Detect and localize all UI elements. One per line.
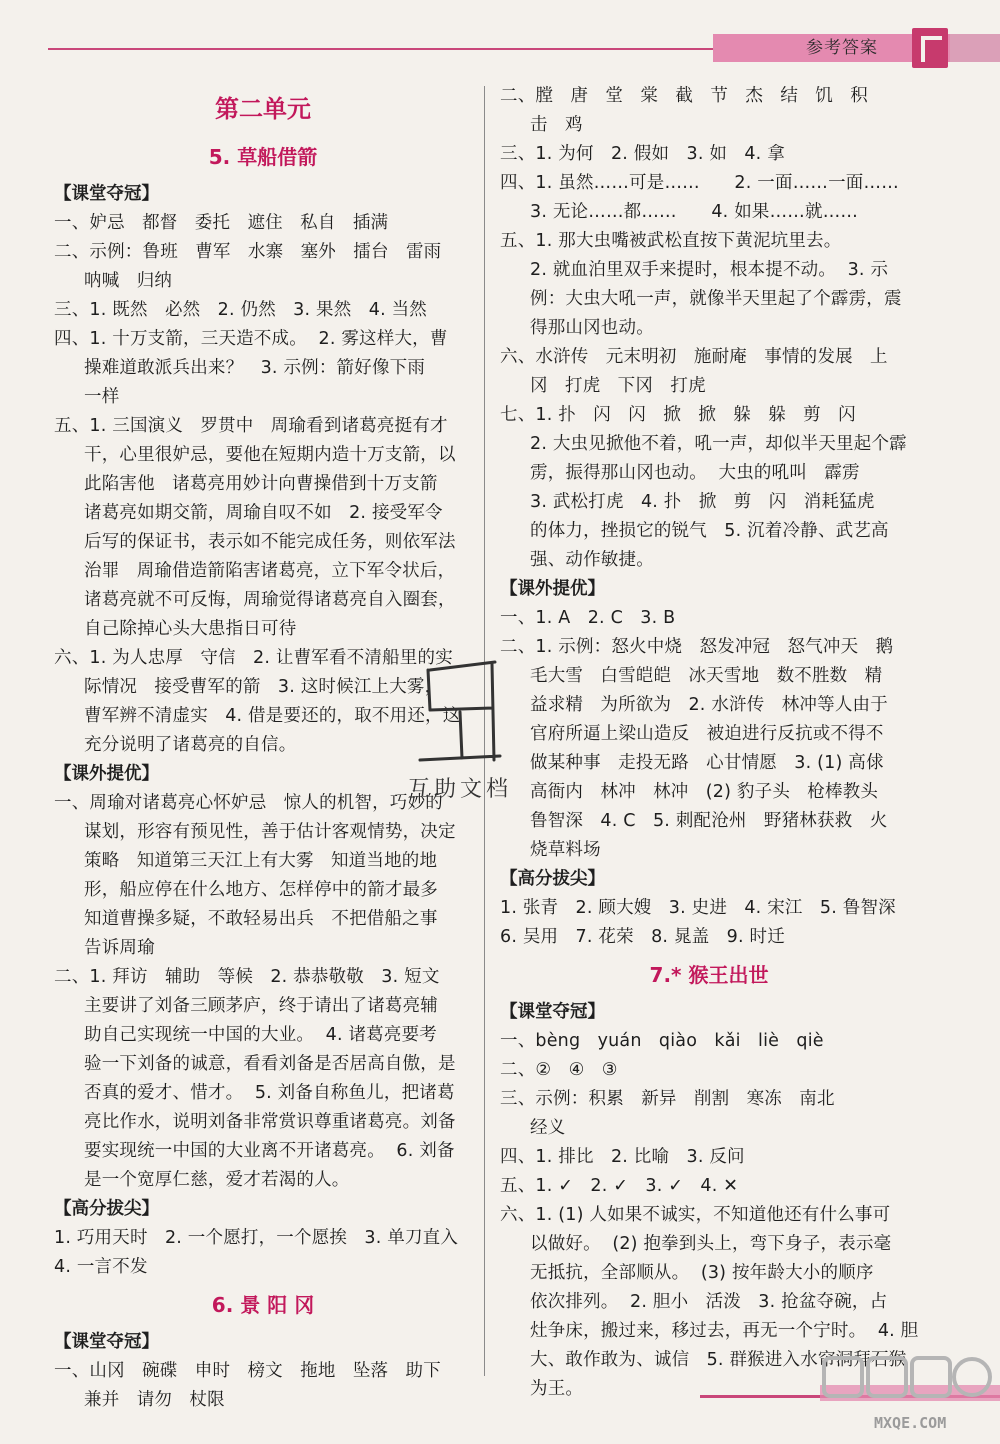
answer-line: 五、1. 三国演义 罗贯中 周瑜看到诸葛亮挺有才 <box>54 416 448 436</box>
section-heading: 【课外提优】 <box>500 579 605 599</box>
answer-line: 干，心里很妒忌，要他在短期内造十万支箭，以 <box>84 445 456 465</box>
answer-line: 为王。 <box>530 1379 584 1399</box>
answer-line: 一、周瑜对诸葛亮心怀妒忌 惊人的机智，巧妙的 <box>54 793 443 813</box>
section-heading: 【课外提优】 <box>54 764 159 784</box>
answer-line: 三、1. 为何 2. 假如 3. 如 4. 拿 <box>500 144 785 164</box>
section-heading: 【高分拔尖】 <box>500 869 605 889</box>
answer-line: 否真的爱才、惜才。 5. 刘备自称鱼儿，把诸葛 <box>84 1083 455 1103</box>
answer-line: 灶争床，搬过来，移过去，再无一个宁时。 4. 胆 <box>530 1321 919 1341</box>
answer-line: 例：大虫大吼一声，就像半天里起了个霹雳，震 <box>530 289 902 309</box>
answer-line: 一样 <box>84 387 120 407</box>
right-column <box>500 82 918 1404</box>
answer-line: 一、bèng yuán qiào kǎi liè qiè <box>500 1031 824 1051</box>
answer-line: 二、膛 唐 堂 棠 截 节 杰 结 饥 积 <box>500 86 868 106</box>
answer-line: 形，船应停在什么地方、怎样停中的箭才最多 <box>84 880 438 900</box>
answer-line: 治罪 周瑜借造箭陷害诸葛亮，立下军令状后， <box>84 561 456 581</box>
answer-line: 雳，振得那山冈也动。 大虫的吼叫 霹雳 <box>530 463 860 483</box>
answer-line: 六、1. (1) 人如果不诚实，不知道他还有什么事可 <box>500 1205 891 1225</box>
answer-line: 验一下刘备的诚意，看看刘备是否居高自傲，是 <box>84 1054 456 1074</box>
section-heading: 【课堂夺冠】 <box>54 184 159 204</box>
unit-title: 第二单元 <box>215 95 311 123</box>
header-rule <box>48 48 713 50</box>
answer-line: 三、1. 既然 必然 2. 仍然 3. 果然 4. 当然 <box>54 300 427 320</box>
answer-line: 充分说明了诸葛亮的自信。 <box>84 735 297 755</box>
answer-line: 后写的保证书，表示如不能完成任务，则依军法 <box>84 532 456 552</box>
answer-line: 3. 武松打虎 4. 扑 掀 剪 闪 消耗猛虎 <box>530 492 875 512</box>
answer-line: 4. 一言不发 <box>54 1257 148 1277</box>
answer-line: 四、1. 排比 2. 比喻 3. 反问 <box>500 1147 745 1167</box>
stamp-text: 互助文档 <box>408 777 513 802</box>
answer-line: 亮比作水，说明刘备非常赏识尊重诸葛亮。刘备 <box>84 1112 456 1132</box>
lesson-title: 5. 草船借箭 <box>208 145 318 169</box>
answer-line: 做某种事 走投无路 心甘情愿 3. (1) 高俅 <box>530 753 884 773</box>
answer-line: 以做好。 (2) 抱拳到头上，弯下身子，表示毫 <box>530 1234 892 1254</box>
answer-line: 际情况 接受曹军的箭 3. 这时候江上大雾， <box>84 677 443 697</box>
answer-line: 操难道敢派兵出来？ 3. 示例：箭好像下雨 <box>84 358 426 378</box>
answer-line: 要实现统一中国的大业离不开诸葛亮。 6. 刘备 <box>84 1141 455 1161</box>
answer-line: 1. 张青 2. 顾大嫂 3. 史进 4. 宋江 5. 鲁智深 <box>500 898 896 918</box>
answer-line: 此陷害他 诸葛亮用妙计向曹操借到十万支箭 <box>84 474 438 494</box>
answer-line: 三、示例：积累 新异 削割 寒冻 南北 <box>500 1089 835 1109</box>
answer-line: 四、1. 虽然……可是…… 2. 一面……一面…… <box>500 173 899 193</box>
answer-line: 6. 吴用 7. 花荣 8. 晁盖 9. 时迁 <box>500 927 785 947</box>
answer-line: 六、水浒传 元末明初 施耐庵 事情的发展 上 <box>500 347 888 367</box>
header-label: 参考答案 <box>806 38 878 58</box>
answer-line: 鲁智深 4. C 5. 刺配沧州 野猪林获救 火 <box>530 811 888 831</box>
answer-line: 经义 <box>530 1118 566 1138</box>
answer-line: 大、敢作敢为、诚信 5. 群猴进入水帘洞拜石猴 <box>530 1350 907 1370</box>
section-heading: 【课堂夺冠】 <box>500 1002 605 1022</box>
answer-line: 强、动作敏捷。 <box>530 550 654 570</box>
answer-line: 诸葛亮如期交箭，周瑜自叹不如 2. 接受军令 <box>84 503 443 523</box>
answer-line: 自己除掉心头大患指日可待 <box>84 619 297 639</box>
answer-line: 益求精 为所欲为 2. 水浒传 林冲等人由于 <box>530 695 888 715</box>
answer-line: 七、1. 扑 闪 闪 掀 掀 躲 躲 剪 闪 <box>500 405 856 425</box>
answer-line: 谋划，形容有预见性，善于估计客观情势，决定 <box>84 822 456 842</box>
answer-line: 四、1. 十万支箭，三天造不成。 2. 雾这样大，曹 <box>54 329 448 349</box>
answer-line: 策略 知道第三天江上有大雾 知道当地的地 <box>84 851 438 871</box>
answer-line: 依次排列。 2. 胆小 活泼 3. 抢盆夺碗，占 <box>530 1292 888 1312</box>
answer-line: 二、1. 拜访 辅助 等候 2. 恭恭敬敬 3. 短文 <box>54 967 440 987</box>
answer-line: 五、1. ✓ 2. ✓ 3. ✓ 4. ✕ <box>500 1176 739 1196</box>
section-heading: 【高分拔尖】 <box>54 1199 159 1219</box>
lesson-title: 6. 景 阳 冈 <box>211 1293 315 1317</box>
header-band-end <box>950 34 1000 62</box>
answer-line: 烧草料场 <box>530 840 601 860</box>
answer-line: 一、妒忌 都督 委托 遮住 私自 插满 <box>54 213 389 233</box>
answer-line: 二、示例：鲁班 曹军 水寨 塞外 擂台 雷雨 <box>54 242 442 262</box>
answer-line: 一、山冈 碗碟 申时 榜文 拖地 坠落 助下 <box>54 1361 441 1381</box>
answer-line: 得那山冈也动。 <box>530 318 654 338</box>
answer-line: 五、1. 那大虫嘴被武松直按下黄泥坑里去。 <box>500 231 842 251</box>
answer-line: 高衙内 林冲 林冲 (2) 豹子头 枪棒教头 <box>530 782 879 802</box>
answer-line: 官府所逼上梁山造反 被迫进行反抗或不得不 <box>530 724 884 744</box>
answer-line: 呐喊 归纳 <box>84 271 173 291</box>
header-tab-icon <box>912 28 948 68</box>
answer-line: 一、1. A 2. C 3. B <box>500 608 676 628</box>
answer-line: 六、1. 为人忠厚 守信 2. 让曹军看不清船里的实 <box>54 648 453 668</box>
answer-line: 1. 巧用天时 2. 一个愿打，一个愿挨 3. 单刀直入 <box>54 1228 459 1248</box>
answer-line: 主要讲了刘备三顾茅庐，终于请出了诸葛亮辅 <box>84 996 438 1016</box>
answer-line: 诸葛亮就不可反悔，周瑜觉得诸葛亮自入圈套， <box>84 590 456 610</box>
answer-line: 告诉周瑜 <box>84 938 155 958</box>
answer-line: 助自己实现统一中国的大业。 4. 诸葛亮要考 <box>84 1025 437 1045</box>
answer-line: 击 鸡 <box>530 115 583 135</box>
answer-line: 知道曹操多疑，不敢轻易出兵 不把借船之事 <box>84 909 438 929</box>
answer-line: 二、1. 示例：怒火中烧 怒发冲冠 怒气冲天 鹅 <box>500 637 894 657</box>
answer-line: 3. 无论……都…… 4. 如果……就…… <box>530 202 859 222</box>
lesson-title: 7.* 猴王出世 <box>649 963 769 987</box>
answer-line: 是一个宽厚仁慈，爱才若渴的人。 <box>84 1170 350 1190</box>
answer-line: 无抵抗，全部顺从。 (3) 按年龄大小的顺序 <box>530 1263 874 1283</box>
answer-line: 兼并 请勿 杖限 <box>84 1390 225 1410</box>
answer-line: 2. 就血泊里双手来提时，根本提不动。 3. 示 <box>530 260 889 280</box>
answer-line: 冈 打虎 下冈 打虎 <box>530 376 706 396</box>
answer-line: 毛大雪 白雪皑皑 冰天雪地 数不胜数 精 <box>530 666 883 686</box>
answer-line: 二、② ④ ③ <box>500 1060 618 1080</box>
section-heading: 【课堂夺冠】 <box>54 1332 159 1352</box>
answer-line: 曹军辨不清虚实 4. 借是要还的，取不用还，这 <box>84 706 461 726</box>
watermark-text: MXQE.COM <box>874 1414 947 1432</box>
answer-line: 的体力，挫损它的锐气 5. 沉着冷静、武艺高 <box>530 521 889 541</box>
answer-line: 2. 大虫见掀他不着，吼一声，却似半天里起个霹 <box>530 434 907 454</box>
